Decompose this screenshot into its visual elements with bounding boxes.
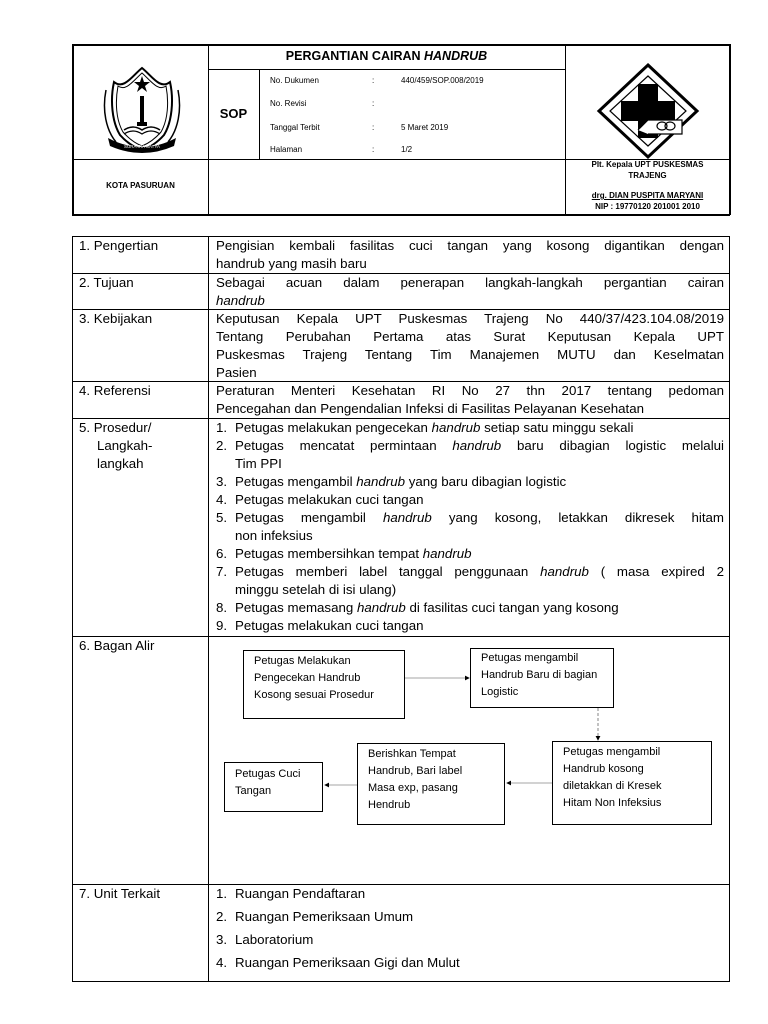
document-title <box>208 49 565 63</box>
flow-box-line: Petugas Cuci <box>235 768 301 780</box>
meta-label-issue-date: Tanggal Terbit <box>270 123 320 132</box>
step-text-post: ( masa expired 2 <box>588 564 725 579</box>
list-item-text: Laboratorium <box>235 932 314 947</box>
step-number: 3. <box>216 474 228 489</box>
step-number: 8. <box>216 600 228 615</box>
flow-box-line: Logistic <box>481 686 519 698</box>
step-number: 1. <box>216 420 228 435</box>
kebijakan-line-3: Puskesmas Trajeng Tentang Tim Manajemen MUTU dan Keselmatan <box>216 347 724 362</box>
meta-value-issue-date: 5 Maret 2019 <box>401 123 449 132</box>
step-italic: handrub <box>452 438 502 453</box>
flow-box-line: diletakkan di Kresek <box>563 780 662 792</box>
list-item-number: 1. <box>216 886 228 901</box>
step-italic: handrub <box>422 546 472 561</box>
procedure-step <box>216 419 724 437</box>
step-text: Petugas memasang <box>235 600 357 615</box>
flow-box-line: Kosong sesuai Prosedur <box>254 689 374 701</box>
step-number: 5. <box>216 510 228 525</box>
procedure-step <box>216 473 724 491</box>
city-coat-of-arms-icon <box>100 60 184 155</box>
kebijakan-line-2: Tentang Perubahan Pertama atas Surat Keputusan Kepala UPT <box>216 329 724 344</box>
step-text: Petugas membersihkan tempat <box>235 546 423 561</box>
section-label-tujuan: 2. Tujuan <box>79 275 134 290</box>
step-italic: handrub <box>382 510 432 525</box>
list-item-number: 3. <box>216 932 228 947</box>
signer-title: Plt. Kepala UPT PUSKESMAS <box>591 160 704 169</box>
kebijakan-line-1: Keputusan Kepala UPT Puskesmas Trajeng No 440/37/423.104.08/2019 <box>216 311 724 326</box>
list-item <box>216 931 724 949</box>
procedure-step <box>216 617 724 635</box>
step-text: Petugas memberi label tanggal penggunaan <box>235 564 541 579</box>
step-text: Petugas mengambil <box>235 510 383 525</box>
section-label-unit-terkait: 7. Unit Terkait <box>79 886 161 901</box>
section-label-kebijakan: 3. Kebijakan <box>79 311 153 326</box>
city-name: KOTA PASURUAN <box>106 181 175 190</box>
list-item-number: 2. <box>216 909 228 924</box>
list-item-text: Ruangan Pemeriksaan Umum <box>235 909 414 924</box>
list-item-text: Ruangan Pemeriksaan Gigi dan Mulut <box>235 955 460 970</box>
signer-nip: NIP : 19770120 201001 2010 <box>595 202 700 211</box>
flow-box-line: Hendrub <box>368 799 411 811</box>
procedure-step <box>216 599 724 617</box>
step-text: Petugas mencatat permintaan <box>235 438 453 453</box>
section-label-referensi: 4. Referensi <box>79 383 151 398</box>
flow-box-line: Berishkan Tempat <box>368 748 456 760</box>
meta-sep-doc-number: : <box>372 76 375 85</box>
flow-box-line: Masa exp, pasang <box>368 782 458 794</box>
step-text-post: yang kosong, letakkan dikresek hitam <box>431 510 725 525</box>
step-text-post: yang baru dibagian logistic <box>405 474 567 489</box>
step-text-cont: Tim PPI <box>235 456 282 471</box>
referensi-line-2: Pencegahan dan Pengendalian Infeksi di Fasilitas Pelayanan Kesehatan <box>216 401 645 416</box>
flow-box-line: Handrub kosong <box>563 763 644 775</box>
procedure-step <box>216 491 724 509</box>
flow-box-line: Petugas mengambil <box>481 652 579 664</box>
flow-box-line: Pengecekan Handrub <box>254 672 361 684</box>
referensi-line-1: Peraturan Menteri Kesehatan RI No 27 thn 2017 tentang pedoman <box>216 383 724 398</box>
signer-title-cont: TRAJENG <box>628 171 667 180</box>
tujuan-line-1: Sebagai acuan dalam penerapan langkah-langkah pergantian cairan <box>216 275 724 290</box>
step-number: 2. <box>216 438 228 453</box>
tujuan-line-2 <box>216 292 724 310</box>
logo-ribbon-text: SURA IRA SATYA <box>123 144 161 149</box>
step-text: Petugas mengambil <box>235 474 357 489</box>
title-text: PERGANTIAN CAIRAN <box>285 49 424 63</box>
section-label-pengertian: 1. Pengertian <box>79 238 159 253</box>
title-italic-text: HANDRUB <box>424 49 488 63</box>
signer-name: drg. DIAN PUSPITA MARYANI <box>591 191 704 200</box>
step-italic: handrub <box>356 474 406 489</box>
flow-box-line: Petugas mengambil <box>563 746 661 758</box>
meta-label-page: Halaman <box>270 145 303 154</box>
list-item <box>216 954 724 972</box>
meta-label-doc-number: No. Dukumen <box>270 76 319 85</box>
list-item <box>216 885 724 903</box>
step-text-post: baru dibagian logistic melalui <box>501 438 724 453</box>
flow-box-line: Handrub Baru di bagian <box>481 669 598 681</box>
tujuan-italic: handrub <box>216 293 265 308</box>
procedure-step <box>216 545 724 563</box>
pengertian-line-2: handrub yang masih baru <box>216 256 367 271</box>
step-text-post: di fasilitas cuci tangan yang kosong <box>405 600 619 615</box>
step-number: 6. <box>216 546 228 561</box>
meta-value-doc-number: 440/459/SOP.008/2019 <box>401 76 484 85</box>
step-italic: handrub <box>356 600 406 615</box>
flowchart-arrows <box>208 636 728 884</box>
step-number: 7. <box>216 564 228 579</box>
puskesmas-logo-icon <box>596 62 700 160</box>
meta-sep-revision: : <box>372 99 375 108</box>
flow-box-line: Petugas Melakukan <box>254 655 351 667</box>
step-text: Petugas melakukan cuci tangan <box>235 492 424 507</box>
procedure-step <box>216 509 724 545</box>
step-text: Petugas melakukan pengecekan <box>235 420 432 435</box>
list-item-number: 4. <box>216 955 228 970</box>
step-text-post: setiap satu minggu sekali <box>480 420 634 435</box>
meta-value-page: 1/2 <box>401 145 413 154</box>
flow-box-line: Handrub, Bari label <box>368 765 463 777</box>
section-label-prosedur: 5. Prosedur/ <box>79 420 152 435</box>
meta-sep-page: : <box>372 145 375 154</box>
list-item <box>216 908 724 926</box>
pengertian-line-1: Pengisian kembali fasilitas cuci tangan yang kosong digantikan dengan <box>216 238 724 253</box>
flow-box-line: Hitam Non Infeksius <box>563 797 662 809</box>
step-text-cont: minggu setelah di isi ulang) <box>235 582 397 597</box>
section-label-prosedur-cont: Langkah- <box>97 438 153 453</box>
sop-label: SOP <box>219 106 248 121</box>
flow-box-line: Tangan <box>235 785 272 797</box>
section-label-bagan-alir: 6. Bagan Alir <box>79 638 155 653</box>
meta-sep-issue-date: : <box>372 123 375 132</box>
meta-label-revision: No. Revisi <box>270 99 307 108</box>
section-label-prosedur-cont-2: langkah <box>97 456 144 471</box>
step-text-cont: non infeksius <box>235 528 313 543</box>
step-number: 4. <box>216 492 228 507</box>
kebijakan-line-4: Pasien <box>216 365 257 380</box>
step-text: Petugas melakukan cuci tangan <box>235 618 424 633</box>
procedure-step <box>216 437 724 473</box>
step-number: 9. <box>216 618 228 633</box>
list-item-text: Ruangan Pendaftaran <box>235 886 366 901</box>
step-italic: handrub <box>431 420 481 435</box>
procedure-step <box>216 563 724 599</box>
step-italic: handrub <box>540 564 589 579</box>
